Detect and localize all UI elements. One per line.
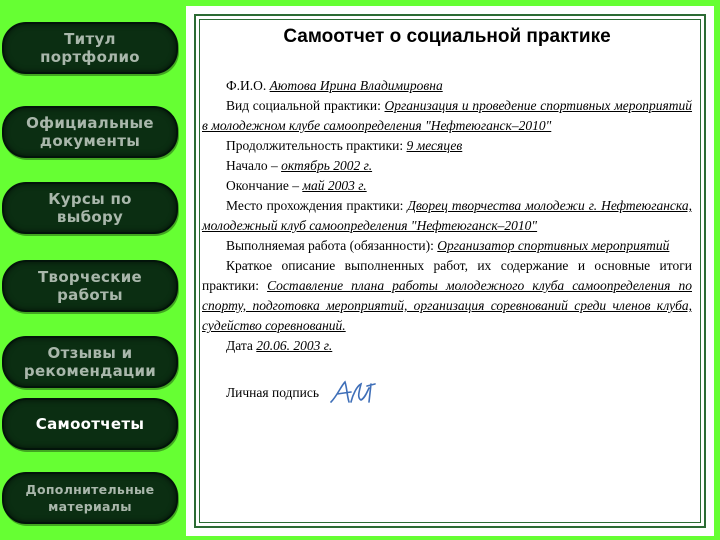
nav-label: Самоотчеты: [35, 415, 145, 433]
fio-value: Аютова Ирина Владимировна: [269, 78, 443, 93]
summary-line: [202, 256, 692, 336]
duration-value: 9 месяцев: [406, 138, 463, 153]
nav-label: Официальные документы: [26, 114, 154, 150]
document-content: [202, 20, 692, 408]
date-label: Дата: [226, 338, 253, 353]
date-line: [202, 336, 692, 356]
nav-button-title[interactable]: [2, 22, 178, 74]
start-line: [202, 156, 692, 176]
work-label: Выполняемая работа (обязанности):: [226, 238, 434, 253]
start-value: октябрь 2002 г.: [281, 158, 373, 173]
nav-label: Титул портфолио: [40, 30, 140, 66]
work-value: Организатор спортивных мероприятий: [437, 238, 670, 253]
summary-value: Составление плана работы молодежного клуба самоопределения по спорту, подготовка мероприятий, организация соревнований среди членов клуба, судейство соревнований.: [202, 278, 692, 333]
end-label: Окончание –: [226, 178, 299, 193]
fio-line: [202, 76, 692, 96]
nav-button-courses[interactable]: [2, 182, 178, 234]
nav-button-reviews[interactable]: [2, 336, 178, 388]
end-value: май 2003 г.: [302, 178, 367, 193]
place-label: Место прохождения практики:: [226, 198, 404, 213]
practice-type-value: Организация и проведение спортивных мероприятий в молодежном клубе самоопределения "Нефтеюганск–2010": [202, 98, 693, 133]
nav-button-additional[interactable]: [2, 472, 178, 524]
document-panel: [186, 6, 714, 536]
nav-button-self-reports[interactable]: [2, 398, 178, 450]
start-label: Начало –: [226, 158, 278, 173]
practice-type-label: Вид социальной практики:: [226, 98, 381, 113]
date-value: 20.06. 2003 г.: [256, 338, 333, 353]
duration-label: Продолжительность практики:: [226, 138, 404, 153]
signature-mark-icon: [327, 378, 379, 408]
nav-label: Курсы по выбору: [48, 190, 132, 226]
signature-label: Личная подпись: [226, 385, 320, 400]
nav-label: Дополнительные материалы: [25, 482, 155, 514]
nav-label: Творческие работы: [38, 268, 142, 304]
document-title: Самоотчет о социальной практике: [283, 26, 611, 47]
place-line: [202, 196, 692, 236]
nav-label: Отзывы и рекомендации: [23, 344, 157, 380]
work-line: [202, 236, 692, 256]
portfolio-nav: [0, 0, 185, 540]
fio-label: Ф.И.О.: [226, 78, 267, 93]
place-value: Дворец творчества молодежи г. Нефтеюганска, молодежный клуб самоопределения "Нефтеюганск–2010": [202, 198, 692, 233]
practice-type-line: [202, 96, 692, 136]
summary-label: Краткое описание выполненных работ, их содержание и основные итоги практики:: [202, 258, 692, 293]
signature-row: [202, 378, 692, 408]
end-line: [202, 176, 692, 196]
nav-button-official-docs[interactable]: [2, 106, 178, 158]
nav-button-creative-works[interactable]: [2, 260, 178, 312]
duration-line: [202, 136, 692, 156]
